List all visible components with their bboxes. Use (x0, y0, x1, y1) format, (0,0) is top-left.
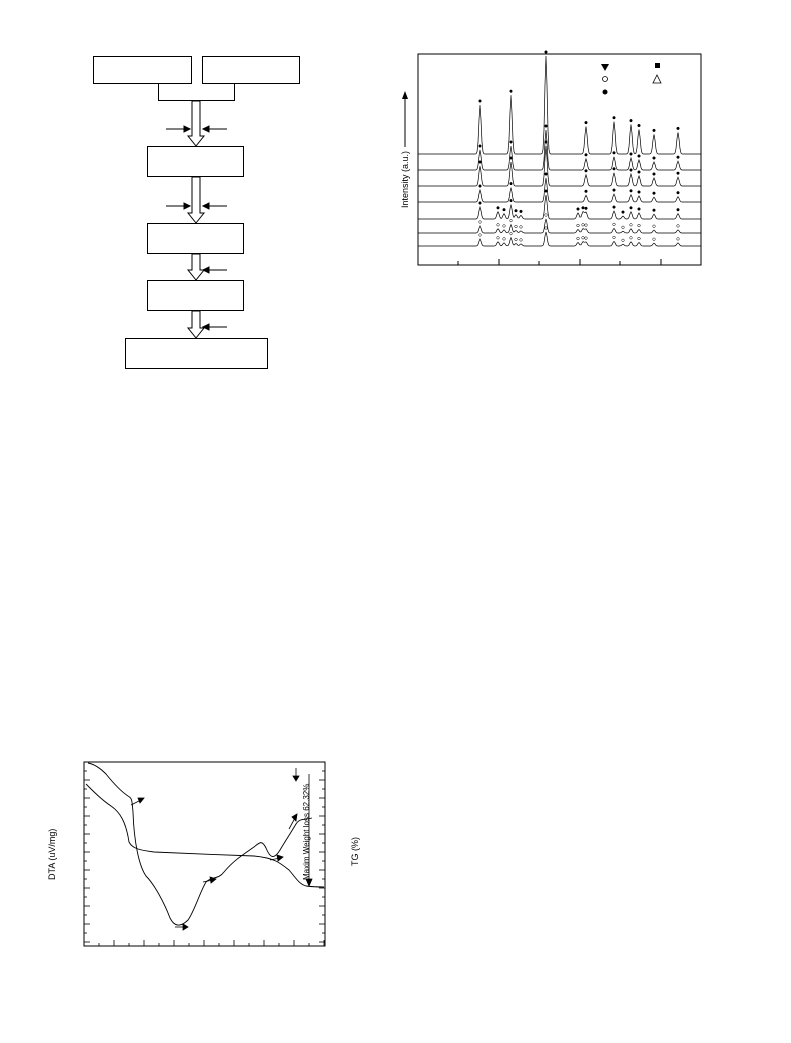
xrd-peak-marker (545, 190, 548, 193)
xrd-peak-marker (515, 225, 518, 228)
xrd-peak-marker (630, 190, 633, 193)
xrd-trace (418, 56, 701, 154)
xrd-peak-marker (653, 129, 656, 132)
xrd-peak-marker (479, 185, 482, 188)
xrd-traces (418, 56, 701, 246)
xrd-peak-marker (479, 221, 482, 224)
xrd-peak-marker (677, 238, 680, 241)
xrd-peak-marker (638, 208, 641, 211)
xrd-peak-marker (653, 157, 656, 160)
xrd-peak-marker (515, 238, 518, 241)
xrd-peak-marker (653, 192, 656, 195)
xrd-peak-marker (630, 237, 633, 240)
xrd-peak-marker (613, 189, 616, 192)
xrd-peak-marker (653, 238, 656, 241)
xrd-peak-marker (585, 237, 588, 240)
xrd-peak-marker (582, 224, 585, 227)
tg-curve (86, 784, 324, 887)
xrd-peak-marker (653, 225, 656, 228)
xrd-peak-marker (677, 208, 680, 211)
xrd-peak-marker (585, 207, 588, 210)
legend-open-triangle-icon (653, 75, 661, 83)
xrd-trace (418, 130, 701, 170)
xrd-peak-marker (622, 211, 625, 214)
xrd-peak-marker (630, 207, 633, 210)
xrd-legend (601, 63, 661, 95)
xrd-peak-marker (545, 125, 548, 128)
xrd-peak-marker (479, 145, 482, 148)
xrd-peak-marker (613, 223, 616, 226)
xrd-peak-marker (577, 237, 580, 240)
legend-filled-triangle-icon (601, 64, 609, 71)
xrd-plot-area (418, 54, 703, 269)
xrd-peak-marker (510, 232, 513, 235)
xrd-peak-marker (622, 226, 625, 229)
xrd-peak-marker (653, 209, 656, 212)
thermal-plot-area (84, 762, 329, 952)
legend-filled-circle-icon (603, 90, 608, 95)
xrd-peak-marker (515, 209, 518, 212)
xrd-peak-marker (585, 121, 588, 124)
xrd-peak-marker (613, 236, 616, 239)
xrd-peak-marker (520, 226, 523, 229)
xrd-peak-marker (638, 224, 641, 227)
xrd-peak-markers (479, 51, 680, 242)
xrd-peak-marker (585, 224, 588, 227)
xrd-x-ticks (458, 259, 661, 265)
xrd-peak-marker (613, 168, 616, 171)
xrd-peak-marker (510, 219, 513, 222)
xrd-peak-marker (582, 237, 585, 240)
dta-y-axis-label: DTA (uV/mg) (47, 828, 57, 880)
curve-annotation-arrows (131, 768, 312, 930)
xrd-peak-marker (497, 207, 500, 210)
legend-filled-square-icon (655, 63, 660, 68)
xrd-peak-marker (630, 224, 633, 227)
xrd-y-axis-label: Intensity (a.u.) (400, 150, 410, 208)
xrd-peak-marker (585, 190, 588, 193)
xrd-peak-marker (638, 191, 641, 194)
xrd-peak-marker (497, 224, 500, 227)
tg-y-axis-label: TG (%) (350, 837, 360, 866)
xrd-peak-marker (585, 154, 588, 157)
xrd-peak-marker (510, 141, 513, 144)
xrd-peak-marker (630, 153, 633, 156)
dta-curve (88, 763, 312, 925)
xrd-peak-marker (582, 207, 585, 210)
flow-hollow-arrow-4 (188, 311, 204, 338)
xrd-peak-marker (677, 156, 680, 159)
xrd-peak-marker (479, 234, 482, 237)
weight-loss-annotation: Maxim Weight loss 62.32% (302, 783, 311, 880)
xrd-peak-marker (503, 225, 506, 228)
xrd-trace (418, 195, 701, 219)
xrd-peak-marker (520, 239, 523, 242)
xrd-peak-marker (479, 161, 482, 164)
xrd-trace (418, 178, 701, 202)
xrd-peak-marker (545, 141, 548, 144)
xrd-peak-marker (638, 124, 641, 127)
xrd-peak-marker (510, 157, 513, 160)
xrd-peak-marker (638, 171, 641, 174)
xrd-trace (418, 146, 701, 186)
xrd-peak-marker (630, 119, 633, 122)
xrd-peak-marker (479, 100, 482, 103)
xrd-peak-marker (577, 208, 580, 211)
xrd-trace (418, 219, 701, 233)
xrd-peak-marker (638, 155, 641, 158)
xrd-trace (418, 232, 701, 246)
xrd-peak-marker (622, 239, 625, 242)
xrd-peak-marker (503, 238, 506, 241)
xrd-peak-marker (638, 237, 641, 240)
xrd-peak-marker (653, 173, 656, 176)
xrd-peak-marker (585, 170, 588, 173)
legend-open-circle-icon (603, 77, 608, 82)
xrd-peak-marker (677, 191, 680, 194)
xrd-peak-marker (510, 199, 513, 202)
xrd-peak-marker (677, 172, 680, 175)
xrd-peak-marker (613, 116, 616, 119)
xrd-peak-marker (545, 227, 548, 230)
xrd-peak-marker (520, 210, 523, 213)
xrd-peak-marker (577, 224, 580, 227)
xrd-peak-marker (510, 90, 513, 93)
xrd-peak-marker (677, 127, 680, 130)
xrd-peak-marker (613, 152, 616, 155)
xrd-peak-marker (545, 173, 548, 176)
xrd-peak-marker (497, 237, 500, 240)
xrd-peak-marker (510, 182, 513, 185)
xrd-peak-marker (613, 206, 616, 209)
xrd-peak-marker (545, 214, 548, 217)
xrd-peak-marker (503, 208, 506, 211)
xrd-peak-marker (545, 51, 548, 54)
xrd-peak-marker (677, 225, 680, 228)
xrd-peak-marker (630, 169, 633, 172)
xrd-peak-marker (479, 202, 482, 205)
